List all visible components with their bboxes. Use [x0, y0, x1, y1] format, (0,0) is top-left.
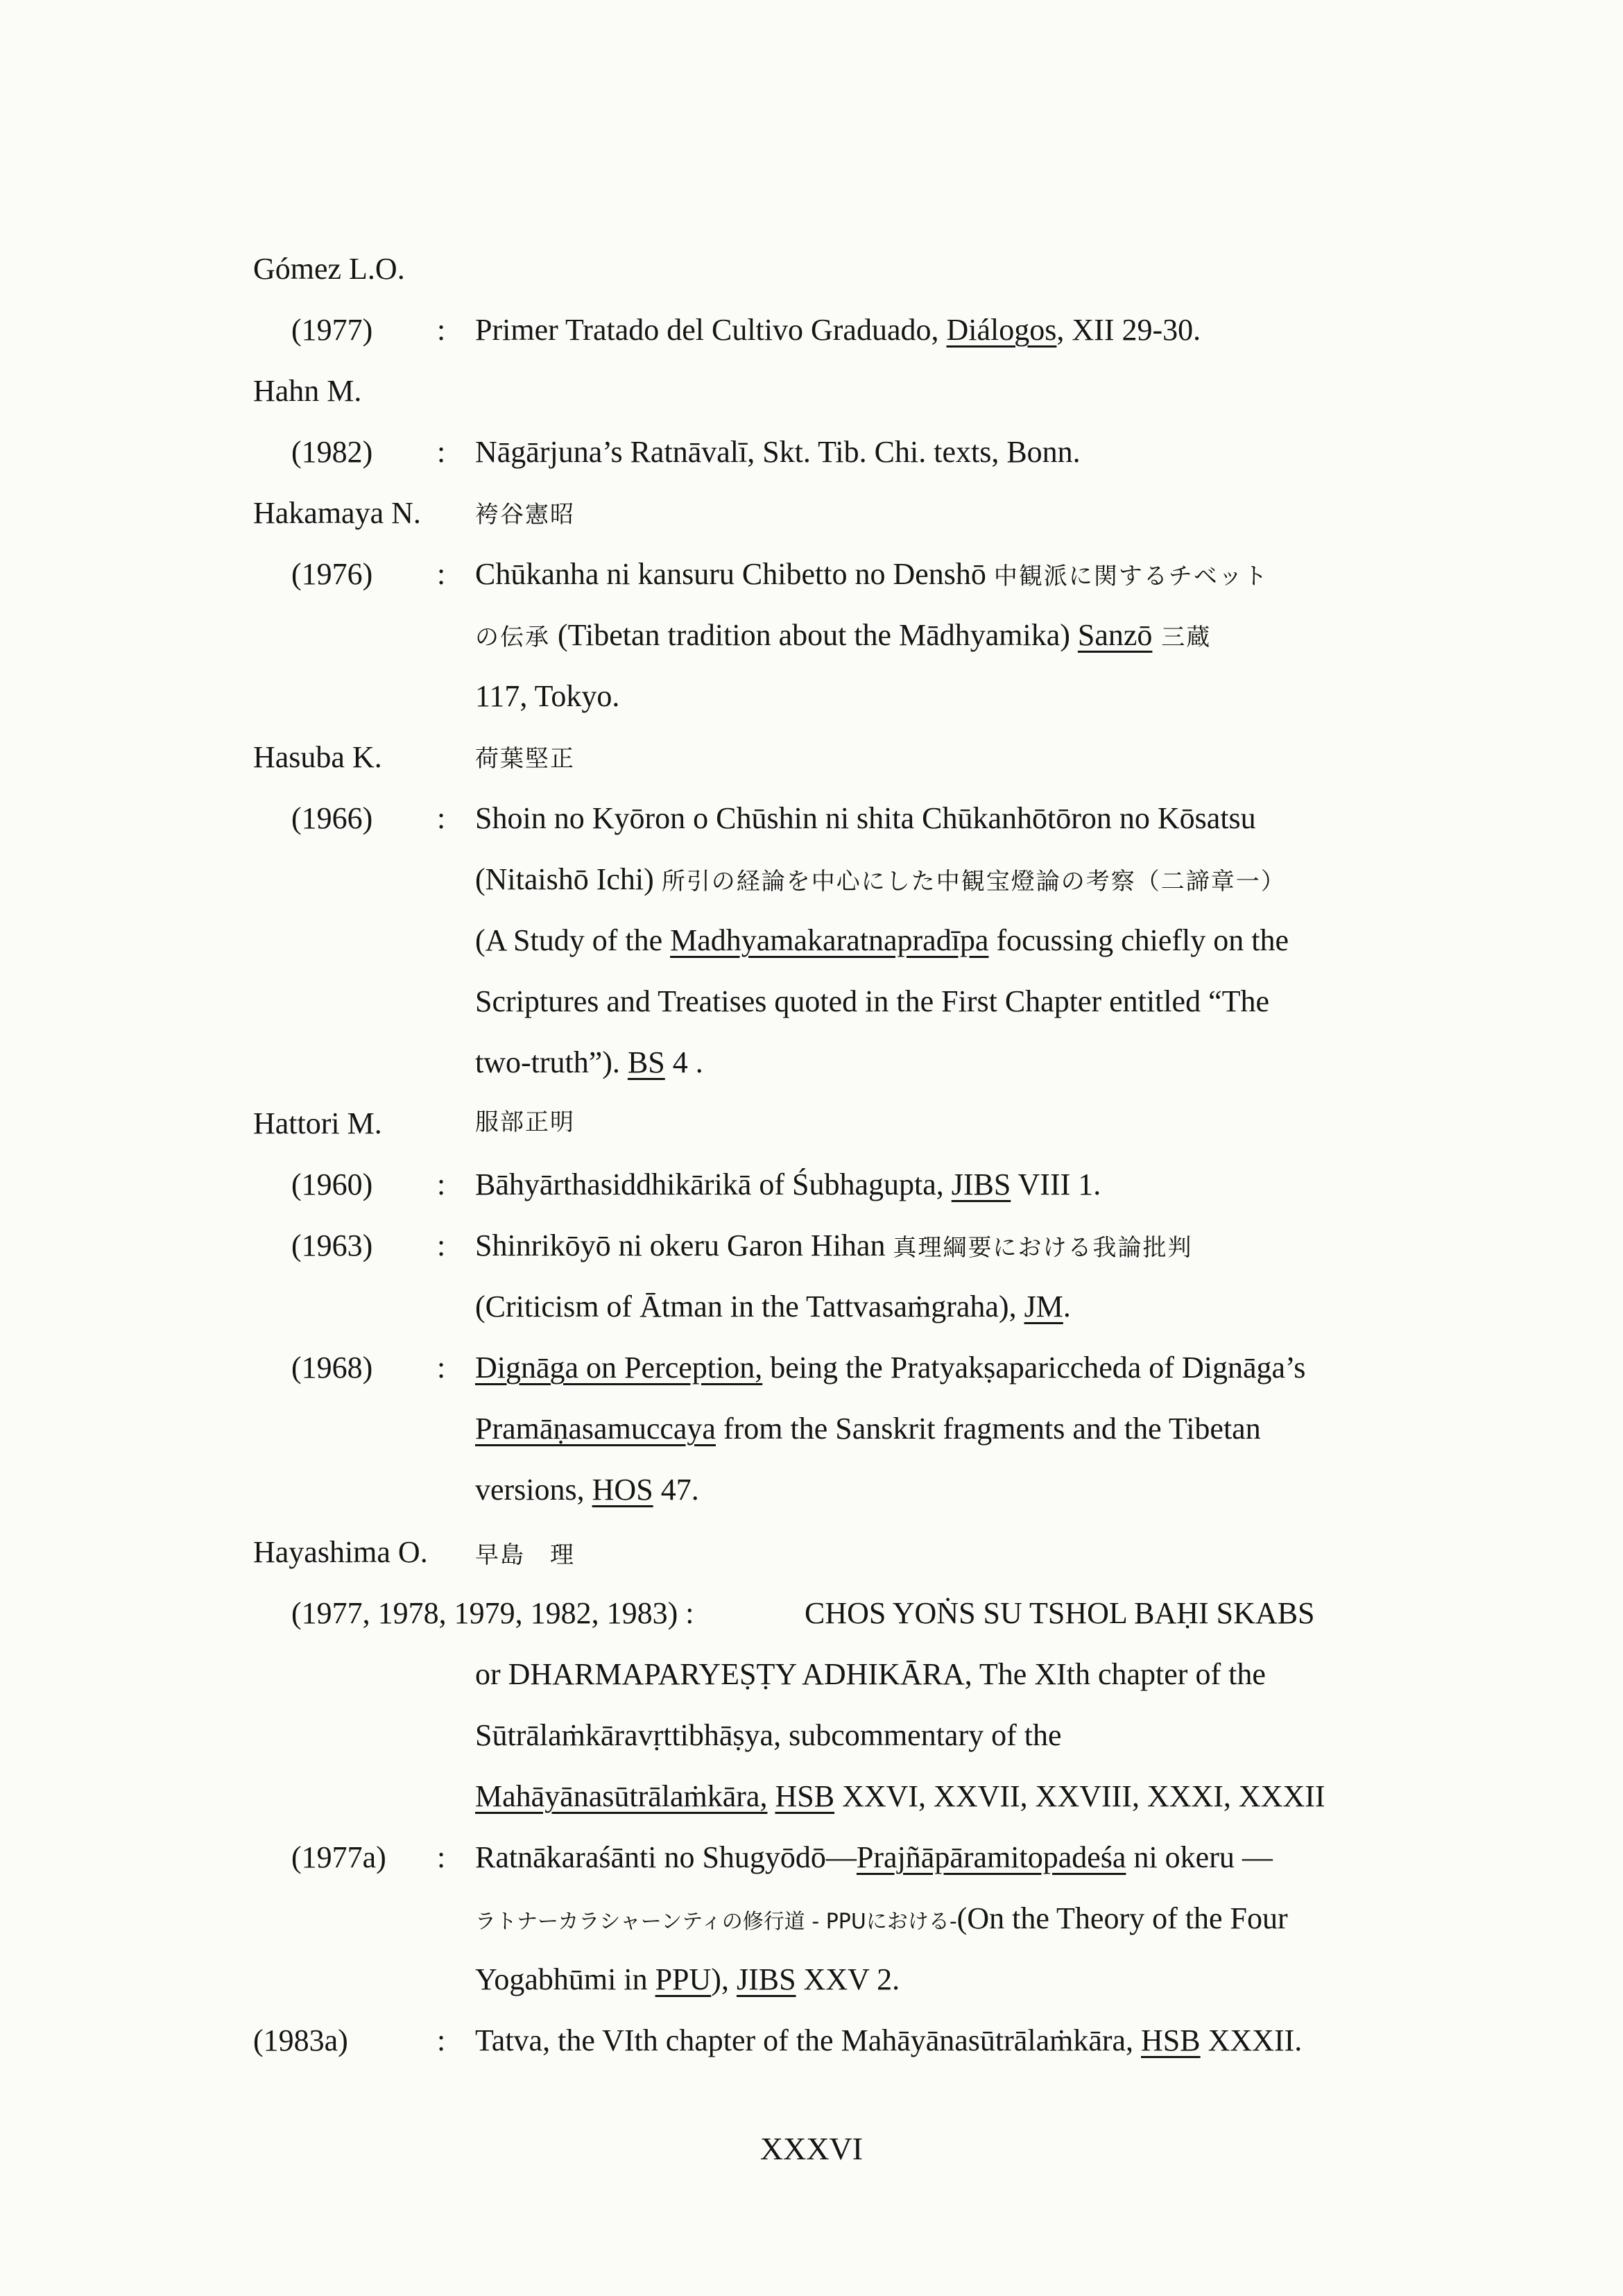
- author-hattori: Hattori M.: [253, 1106, 382, 1140]
- year-label: (1977): [291, 313, 373, 347]
- entry-text: (A Study of the Madhyamakaratnapradīpa focussing chiefly on the: [475, 923, 1289, 957]
- page-number: XXXVI: [759, 2131, 864, 2166]
- entry-text: Shinrikōyō ni okeru Garon Hihan 真理綱要における我論批判: [475, 1228, 1193, 1262]
- year-label: (1983a): [253, 2023, 348, 2057]
- entry-text: versions, HOS 47.: [475, 1473, 699, 1507]
- entry-text: Primer Tratado del Cultivo Graduado, Diálogos, XII 29-30.: [475, 313, 1201, 347]
- year-label: (1963): [291, 1228, 373, 1262]
- entry-text: Dignāga on Perception, being the Pratyakṣapariccheda of Dignāga’s: [475, 1351, 1306, 1385]
- year-label: (1966): [291, 801, 373, 835]
- entry-text: ラトナーカラシャーンティの修行道 - PPUにおける-(On the Theory of the Four: [475, 1901, 1288, 1935]
- colon: :: [437, 1840, 446, 1874]
- entry-text: の伝承 (Tibetan tradition about the Mādhyamika) Sanzō 三蔵: [475, 618, 1212, 652]
- entry-text: CHOS YOṄS SU TSHOL BAḤI SKABS: [805, 1596, 1315, 1630]
- entry-text: Shoin no Kyōron o Chūshin ni shita Chūkanhōtōron no Kōsatsu: [475, 801, 1256, 835]
- journal-title: Diálogos: [946, 313, 1057, 347]
- year-label: (1960): [291, 1167, 373, 1201]
- entry-text: Tatva, the VIth chapter of the Mahāyānasūtrālaṁkāra, HSB XXXII.: [475, 2023, 1303, 2057]
- year-label: (1976): [291, 557, 373, 591]
- colon: :: [437, 2023, 446, 2057]
- colon: :: [437, 1351, 446, 1385]
- author-gomez: Gómez L.O.: [253, 252, 405, 286]
- year-label: (1977, 1978, 1979, 1982, 1983) :: [291, 1596, 694, 1630]
- author-hayashima: Hayashima O.: [253, 1535, 428, 1569]
- author-jp-name: 荷葉堅正: [475, 745, 575, 773]
- entry-text: (Nitaishō Ichi) 所引の経論を中心にした中観宝燈論の考察（二諦章一）: [475, 862, 1286, 896]
- entry-text: (Criticism of Ātman in the Tattvasaṁgraha), JM.: [475, 1290, 1071, 1323]
- entry-text: Sūtrālaṁkāravṛttibhāṣya, subcommentary of the: [475, 1718, 1062, 1752]
- year-label: (1977a): [291, 1840, 386, 1874]
- entry-text: two-truth”). BS 4 .: [475, 1045, 703, 1079]
- colon: :: [437, 557, 446, 591]
- author-jp-name: 早島 理: [475, 1541, 575, 1569]
- year-label: (1982): [291, 435, 373, 469]
- author-hasuba: Hasuba K.: [253, 740, 382, 774]
- year-label: (1968): [291, 1351, 373, 1385]
- colon: :: [437, 1228, 446, 1262]
- entry-text: Scriptures and Treatises quoted in the First Chapter entitled “The: [475, 984, 1270, 1018]
- entry-text: Bāhyārthasiddhikārikā of Śubhagupta, JIBS VIII 1.: [475, 1167, 1101, 1201]
- colon: :: [437, 313, 446, 347]
- entry-text: Ratnākaraśānti no Shugyōdō—Prajñāpāramitopadeśa ni okeru —: [475, 1840, 1273, 1874]
- author-jp-name: 袴谷憲昭: [475, 501, 575, 529]
- entry-text: Chūkanha ni kansuru Chibetto no Denshō 中観派に関するチベット: [475, 557, 1269, 591]
- colon: :: [437, 1167, 446, 1201]
- entry-text: 117, Tokyo.: [475, 679, 620, 713]
- author-hahn: Hahn M.: [253, 374, 362, 408]
- entry-text: Mahāyānasūtrālaṁkāra, HSB XXVI, XXVII, XXVIII, XXXI, XXXII: [475, 1779, 1325, 1813]
- author-hakamaya: Hakamaya N.: [253, 496, 421, 530]
- author-jp-name: 服部正明: [475, 1108, 575, 1136]
- colon: :: [437, 435, 446, 469]
- entry-text: Yogabhūmi in PPU), JIBS XXV 2.: [475, 1962, 900, 1996]
- entry-text: Pramāṇasamuccaya from the Sanskrit fragments and the Tibetan: [475, 1412, 1261, 1446]
- colon: :: [437, 801, 446, 835]
- entry-text: or DHARMAPARYEṢṬY ADHIKĀRA, The XIth chapter of the: [475, 1657, 1266, 1691]
- entry-text: Nāgārjuna’s Ratnāvalī, Skt. Tib. Chi. texts, Bonn.: [475, 435, 1081, 469]
